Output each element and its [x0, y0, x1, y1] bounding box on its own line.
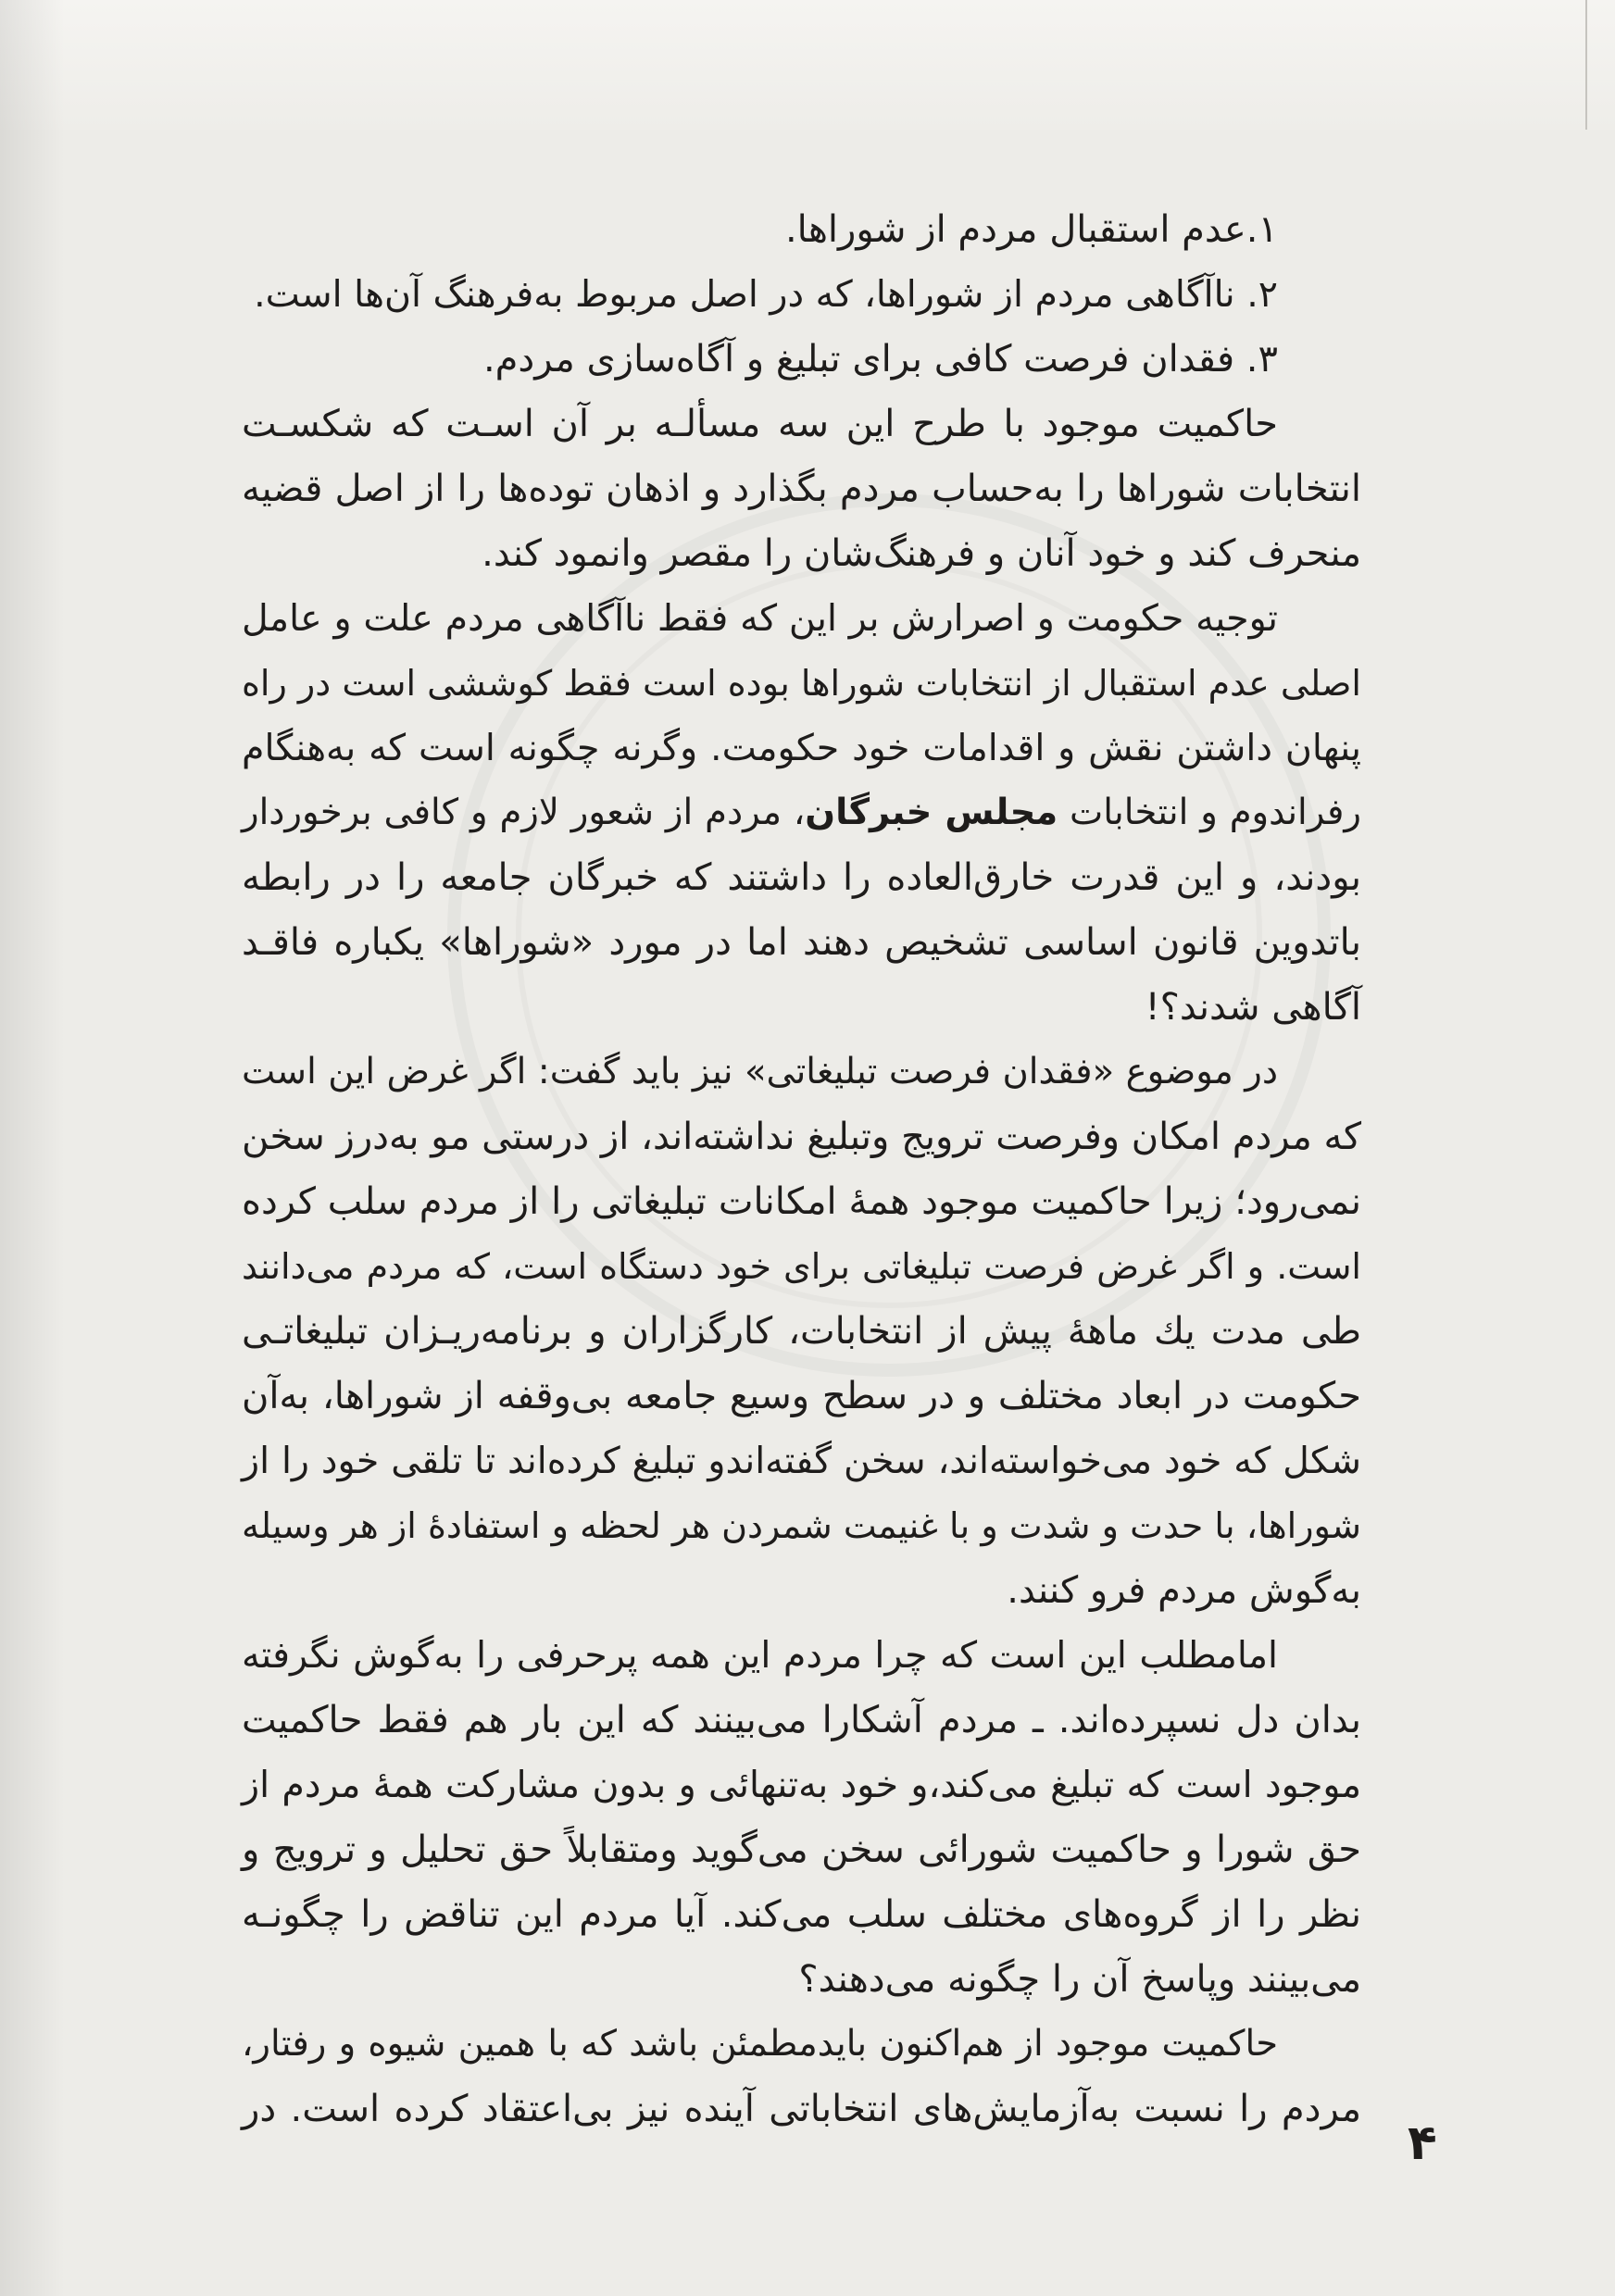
text-line: که مردم امکان وفرصت ترویج وتبلیغ نداشته‌اند، از درستی مو به‌درز سخن: [242, 1116, 1361, 1158]
text-line: توجیه حکومت و اصرارش بر این که فقط ناآگاهی مردم علت و عامل: [242, 597, 1278, 640]
bold-phrase: مجلس خبرگان: [805, 792, 1058, 833]
paragraph: [242, 586, 1361, 1040]
text-line: ۱.عدم استقبال مردم از شوراها.: [784, 208, 1278, 251]
text-line: مردم را نسبت به‌آزمایش‌های انتخاباتی آینده نیز بی‌اعتقاد کرده است. در: [242, 2088, 1361, 2130]
text-line: حاکمیت موجود با طرح این سه مسألـه بر آن اسـت که شکسـت: [242, 403, 1278, 445]
page-number: ۴: [1408, 2115, 1437, 2171]
text-line: موجود است که تبلیغ می‌کند،و خود به‌تنهائی و بدون مشارکت همهٔ مردم از: [242, 1764, 1361, 1806]
text-line: ۲. ناآگاهی مردم از شوراها، که در اصل مربوط به‌فرهنگ آن‌ها است.: [254, 273, 1278, 316]
paragraph: [242, 1040, 1361, 1623]
text-line: می‌بینند وپاسخ آن را چگونه می‌دهند؟: [798, 1958, 1361, 2001]
text-line: در موضوع «فقدان فرصت تبلیغاتی» نیز باید گفت: اگر غرض این است: [242, 1051, 1278, 1092]
text-line: است. و اگر غرض فرصت تبلیغاتی برای خود دستگاه است، که مردم می‌دانند: [242, 1246, 1361, 1287]
text-line: انتخابات شوراها را به‌حساب مردم بگذارد و اذهان توده‌ها را از اصل قضیه: [242, 468, 1361, 510]
text-line: طی مدت یك ماههٔ پیش از انتخابات، کارگزاران و برنامه‌ریـزان تبلیغاتـی: [242, 1310, 1361, 1353]
text-segment: رفراندوم و انتخابات: [1058, 792, 1361, 833]
paragraph: [242, 392, 1361, 586]
text-line: حاکمیت موجود از هم‌اکنون بایدمطمئن باشد که با همین شیوه و رفتار،: [242, 2023, 1278, 2065]
text-line: [242, 780, 1361, 845]
text-line: بدان دل نسپرده‌اند. ـ مردم آشکارا می‌بینند که این بار هم فقط حاکمیت: [242, 1699, 1361, 1741]
list-item: [242, 197, 1361, 262]
text-line: شوراها، با حدت و شدت و با غنیمت شمردن هر لحظه و استفادهٔ از هر وسیله: [242, 1505, 1361, 1546]
text-line: شکل که خود می‌خواسته‌اند، سخن گفته‌اندو تبلیغ کرده‌اند تا تلقی خود را از: [242, 1440, 1361, 1482]
text-line: امامطلب این است که چرا مردم این همه پرحرفی را به‌گوش نگرفته: [242, 1634, 1278, 1677]
text-line: آگاهی شدند؟!: [1145, 986, 1361, 1029]
text-line: بودند، و این قدرت خارق‌العاده را داشتند که خبرگان جامعه را در رابطه: [242, 856, 1361, 899]
text-line: ۳. فقدان فرصت کافی برای تبلیغ و آگاه‌سازی مردم.: [482, 338, 1278, 381]
text-line: نظر را از گروه‌های مختلف سلب می‌کند. آیا مردم این تناقض را چگونـه: [242, 1893, 1361, 1936]
text-line: به‌گوش مردم فرو کنند.: [1007, 1569, 1361, 1612]
list-item: [242, 262, 1361, 327]
paragraph: [242, 1623, 1361, 2012]
text-line: حق شورا و حاکمیت شورائی سخن می‌گوید ومتقابلاً حق تحلیل و ترویج و: [242, 1828, 1361, 1871]
text-line: نمی‌رود؛ زیرا حاکمیت موجود همهٔ امکانات تبلیغاتی را از مردم سلب کرده: [242, 1180, 1361, 1223]
body-text: [242, 197, 1361, 2141]
text-line: پنهان داشتن نقش و اقدامات خود حکومت. وگرنه چگونه است که به‌هنگام: [242, 727, 1361, 769]
text-line: حکومت در ابعاد مختلف و در سطح وسیع جامعه بی‌وقفه از شوراها، به‌آن: [242, 1375, 1361, 1417]
paragraph: [242, 2012, 1361, 2141]
text-line: اصلی عدم استقبال از انتخابات شوراها بوده است فقط کوششی است در راه: [242, 663, 1361, 704]
text-line: منحرف کند و خود آنان و فرهنگ‌شان را مقصر وانمود کند.: [482, 532, 1361, 575]
text-segment: ، مردم از شعور لازم و کافی برخوردار: [242, 792, 806, 833]
list-item: [242, 327, 1361, 392]
text-line: باتدوین قانون اساسی تشخیص دهند اما در مورد «شوراها» یکباره فاقـد: [242, 921, 1361, 964]
